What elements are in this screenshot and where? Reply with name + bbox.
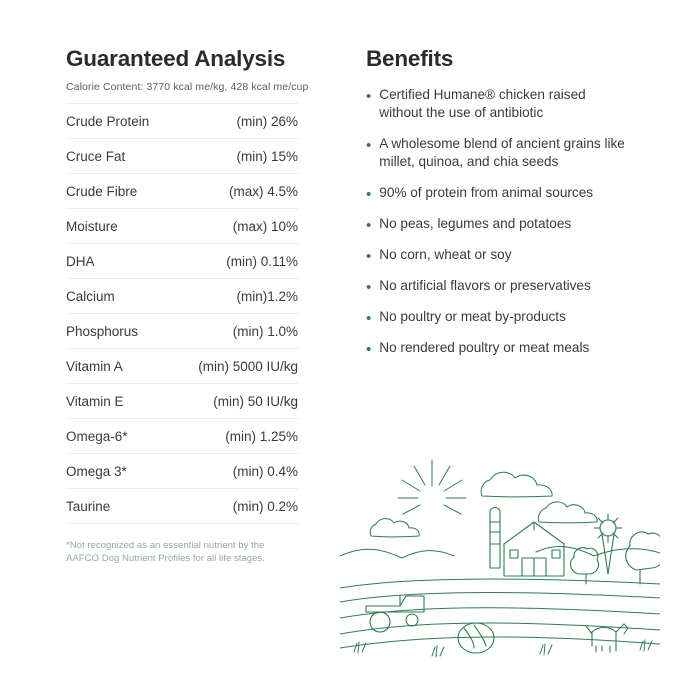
aafco-footnote: *Not recognized as an essential nutrient by the AAFCO Dog Nutrient Profiles for all life stages.: [66, 540, 265, 564]
table-row: [66, 384, 298, 419]
table-row: [66, 139, 298, 174]
nutrient-value: (min) 1.0%: [232, 323, 298, 339]
nutrient-name: Crude Fibre: [66, 183, 138, 199]
nutrient-name: Omega-6*: [66, 428, 128, 444]
dog-icon: [586, 624, 628, 652]
nutrient-name: Calcium: [66, 288, 115, 304]
bullet-icon: •: [366, 247, 372, 265]
table-row: [66, 349, 298, 384]
nutrient-name: Omega 3*: [66, 463, 127, 479]
farm-landscape-illustration: [340, 452, 660, 664]
tree-icon: [571, 532, 660, 584]
bullet-icon: •: [366, 278, 372, 296]
benefit-text: No corn, wheat or soy: [379, 246, 512, 262]
nutrient-value: (max) 4.5%: [228, 183, 298, 199]
sun-rays-icon: [398, 460, 466, 514]
list-item: [366, 215, 666, 233]
benefit-text: 90% of protein from animal sources: [379, 184, 594, 200]
nutrient-name: Taurine: [66, 498, 111, 514]
table-row: [66, 454, 298, 489]
table-row: [66, 103, 298, 139]
benefit-text: A wholesome blend of ancient grains like millet, quinoa, and chia seeds: [379, 135, 625, 169]
bullet-icon: •: [366, 88, 372, 105]
nutrient-value: (max) 10%: [232, 218, 298, 234]
nutrient-value: (min) 50 IU/kg: [213, 393, 298, 409]
nutrient-value: (min) 26%: [236, 113, 298, 129]
bullet-icon: •: [366, 136, 372, 154]
nutrient-name: DHA: [66, 253, 95, 269]
table-row: [66, 489, 298, 524]
nutrient-name: Vitamin E: [66, 393, 124, 409]
barn-icon: [504, 522, 564, 576]
list-item: [366, 308, 666, 326]
nutrient-name: Crude Protein: [66, 113, 150, 129]
list-item: [366, 339, 666, 357]
bullet-icon: •: [366, 340, 372, 358]
table-row: [66, 314, 298, 349]
table-row: [66, 209, 298, 244]
nutrient-value: (min) 0.2%: [232, 498, 298, 514]
hay-bale-icon: [458, 623, 494, 653]
guaranteed-analysis-section: [66, 46, 366, 566]
benefit-text: Certified Humane® chicken raised without the use of antibiotic: [379, 87, 586, 120]
list-item: [366, 86, 666, 122]
bullet-icon: •: [366, 309, 372, 327]
field-lines: [340, 579, 660, 648]
table-row: [66, 174, 298, 209]
benefits-title: Benefits: [366, 46, 454, 71]
guaranteed-analysis-table: [66, 103, 298, 524]
bullet-icon: •: [366, 216, 372, 234]
list-item: [366, 246, 666, 264]
grass-tufts: [354, 640, 652, 657]
nutrient-value: (min) 0.11%: [226, 253, 298, 269]
nutrient-value: (min) 1.25%: [225, 428, 298, 444]
table-row: [66, 419, 298, 454]
nutrient-value: (min) 5000 IU/kg: [198, 358, 298, 374]
bullet-icon: •: [366, 185, 372, 203]
benefit-text: No peas, legumes and potatoes: [379, 215, 572, 231]
benefit-text: No rendered poultry or meat meals: [379, 339, 590, 355]
calorie-content-text: Calorie Content: 3770 kcal me/kg, 428 kcal me/cup: [66, 81, 309, 93]
list-item: [366, 184, 666, 202]
table-row: [66, 279, 298, 314]
benefit-text: No poultry or meat by-products: [379, 308, 566, 324]
benefit-text: No artificial flavors or preservatives: [379, 277, 591, 293]
nutrient-value: (min) 0.4%: [232, 463, 298, 479]
nutrient-name: Cruce Fat: [66, 148, 126, 164]
list-item: [366, 135, 666, 171]
silo-icon: [490, 508, 500, 569]
table-row: [66, 244, 298, 279]
nutrient-name: Moisture: [66, 218, 118, 234]
nutrient-value: (min)1.2%: [236, 288, 298, 304]
list-item: [366, 277, 666, 295]
nutrient-name: Vitamin A: [66, 358, 123, 374]
nutrient-value: (min) 15%: [236, 148, 298, 164]
nutrient-name: Phosphorus: [66, 323, 139, 339]
guaranteed-analysis-title: Guaranteed Analysis: [66, 46, 286, 71]
